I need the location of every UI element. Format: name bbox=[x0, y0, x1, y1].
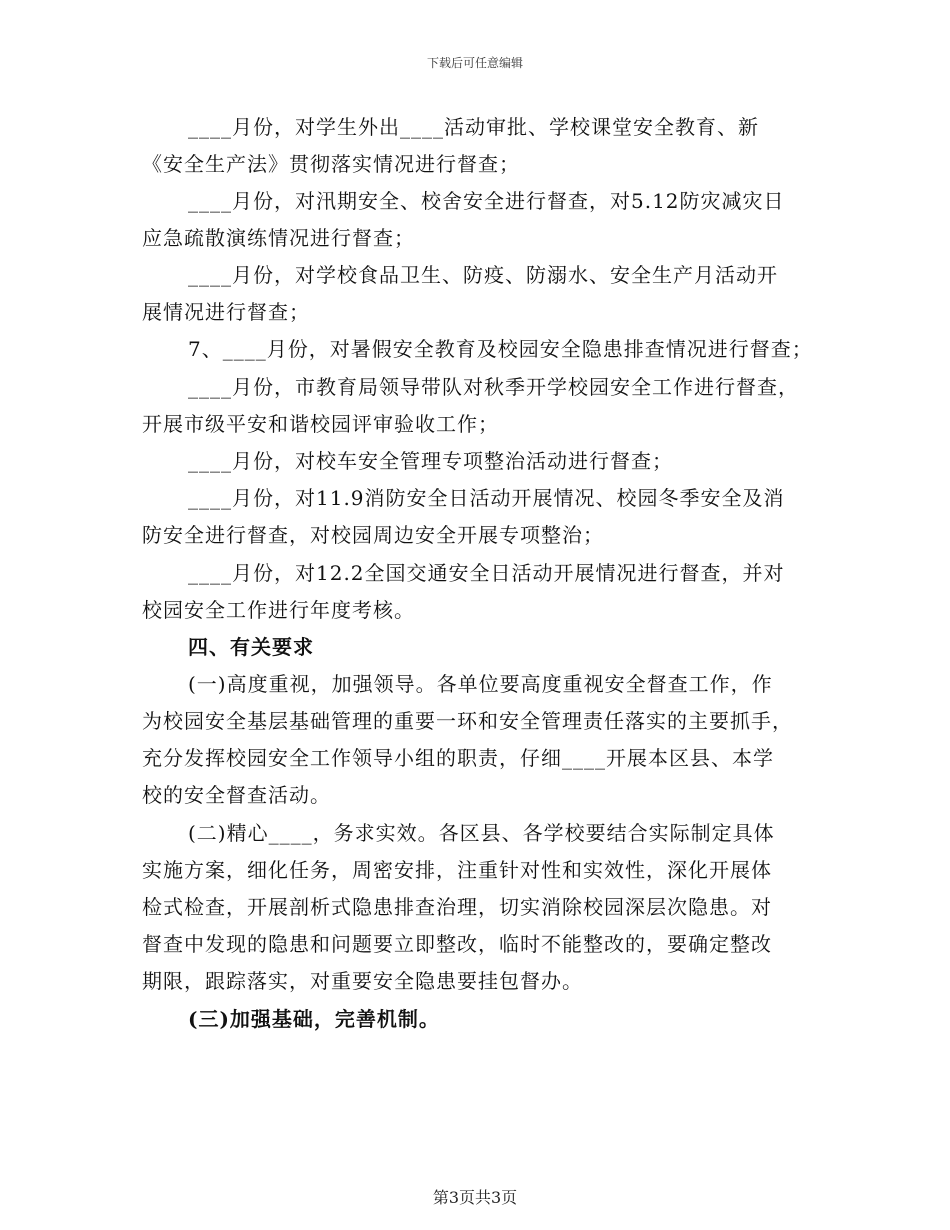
text-line: (一)高度重视，加强领导。各单位要高度重视安全督查工作，作 bbox=[188, 672, 773, 696]
text-line: ____月份，对汛期安全、校舍安全进行督查，对5.12防灾减灾日 bbox=[188, 189, 785, 213]
text-line: 督查中发现的隐患和问题要立即整改，临时不能整改的，要确定整改 bbox=[142, 932, 772, 956]
text-line: ____月份，市教育局领导带队对秋季开学校园安全工作进行督查， bbox=[188, 375, 799, 399]
text-line: ____月份，对12.2全国交通安全日活动开展情况进行督查，并对 bbox=[188, 561, 785, 585]
text-line: 实施方案，细化任务，周密安排，注重针对性和实效性，深化开展体 bbox=[142, 858, 772, 882]
text-line: 为校园安全基层基础管理的重要一环和安全管理责任落实的主要抓手， bbox=[142, 709, 793, 733]
text-line: 《安全生产法》贯彻落实情况进行督查； bbox=[142, 152, 520, 176]
page-header: 下载后可任意编辑 bbox=[426, 56, 523, 70]
text-line: ____月份，对学校食品卫生、防疫、防溺水、安全生产月活动开 bbox=[188, 263, 778, 287]
text-line: 展情况进行督查； bbox=[142, 300, 310, 324]
text-line: ____月份，对学生外出____活动审批、学校课堂安全教育、新 bbox=[188, 115, 759, 139]
text-line: 期限，跟踪落实，对重要安全隐患要挂包督办。 bbox=[142, 969, 583, 993]
text-line: ____月份，对校车安全管理专项整治活动进行督查； bbox=[188, 449, 673, 473]
text-line: 充分发挥校园安全工作领导小组的职责，仔细____开展本区县、本学 bbox=[142, 746, 774, 770]
section-heading: 四、有关要求 bbox=[188, 635, 314, 659]
text-line: 7、____月份，对暑假安全教育及校园安全隐患排查情况进行督查； bbox=[188, 337, 813, 361]
subsection-heading: (三)加强基础，完善机制。 bbox=[188, 1007, 440, 1031]
text-line: 校的安全督查活动。 bbox=[142, 783, 331, 807]
text-line: 开展市级平安和谐校园评审验收工作； bbox=[142, 412, 499, 436]
page-footer: 第3页共3页 bbox=[432, 1188, 518, 1207]
text-line: (二)精心____，务求实效。各区县、各学校要结合实际制定具体 bbox=[188, 821, 775, 845]
text-line: 检式检查，开展剖析式隐患排查治理，切实消除校园深层次隐患。对 bbox=[142, 895, 772, 919]
text-line: 应急疏散演练情况进行督查； bbox=[142, 226, 415, 250]
text-line: 校园安全工作进行年度考核。 bbox=[142, 598, 415, 622]
text-line: 防安全进行督查，对校园周边安全开展专项整治； bbox=[142, 523, 604, 547]
text-line: ____月份，对11.9消防安全日活动开展情况、校园冬季安全及消 bbox=[188, 486, 785, 510]
